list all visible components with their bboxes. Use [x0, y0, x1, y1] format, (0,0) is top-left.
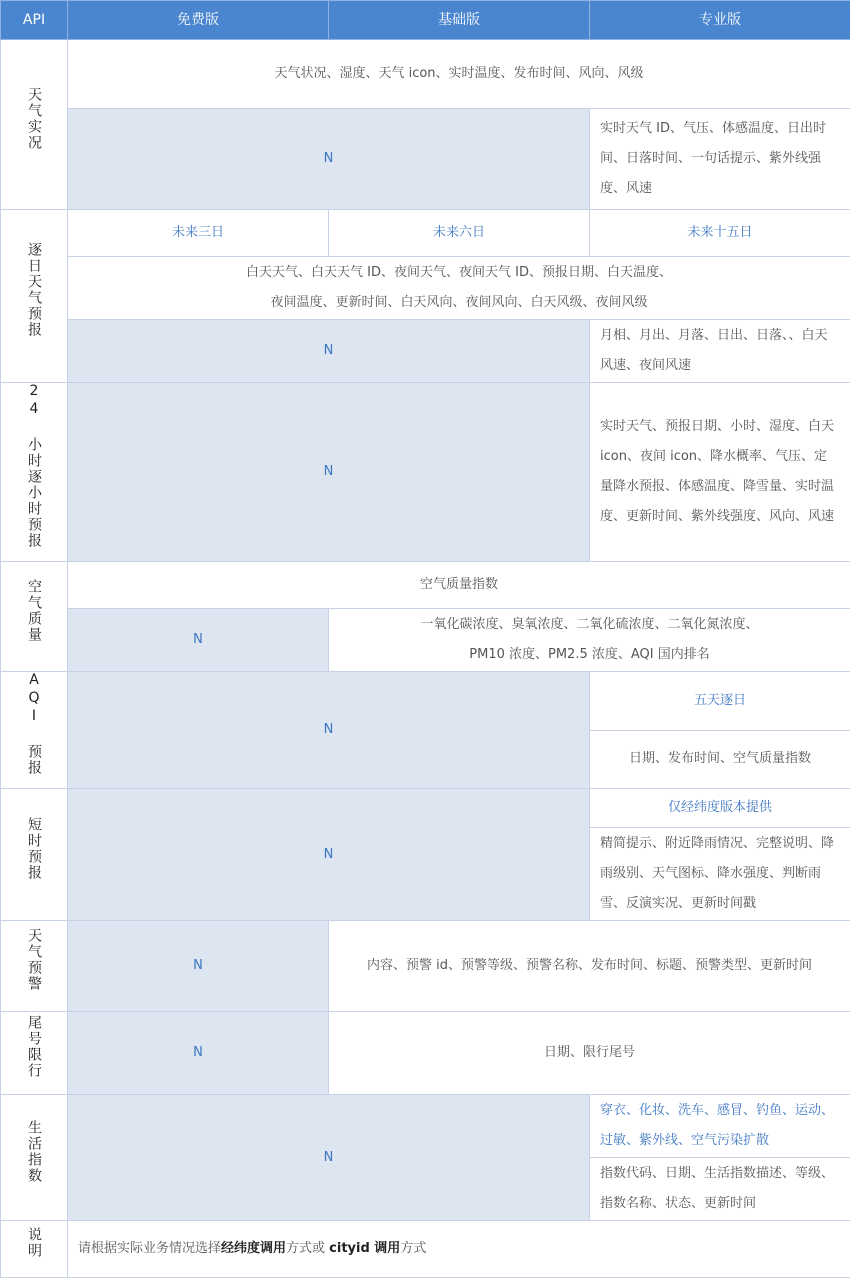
- note-bold-1: 经纬度调用: [221, 1241, 286, 1256]
- table-row: [1, 109, 850, 210]
- note-text-1: 请根据实际业务情况选择: [78, 1241, 221, 1256]
- category-cell: [1, 210, 68, 383]
- n-cell: N: [68, 109, 590, 210]
- header-pro: 专业版: [590, 1, 850, 40]
- category-cell: [1, 1221, 68, 1278]
- nowcast-pro: 精简提示、附近降雨情况、完整说明、降雨级别、天气图标、降水强度、判断雨雪、反演实况、更新时间戳: [590, 828, 850, 921]
- n-cell: N: [68, 1095, 590, 1221]
- table-row: [1, 1095, 850, 1158]
- life-pro: 指数代码、日期、生活指数描述、等级、指数名称、状态、更新时间: [590, 1158, 850, 1221]
- category-cell: [1, 789, 68, 921]
- n-cell: N: [68, 320, 590, 383]
- header-free: 免费版: [68, 1, 329, 40]
- category-cell: [1, 921, 68, 1012]
- daily-common: [68, 257, 850, 320]
- daily-basic: 未来六日: [329, 210, 590, 257]
- n-cell: N: [68, 383, 590, 562]
- daily-pro-days: 未来十五日: [590, 210, 850, 257]
- n-cell: N: [68, 789, 590, 921]
- air-extra-line1: 一氧化碳浓度、臭氧浓度、二氧化硫浓度、二氧化氮浓度、: [329, 610, 850, 640]
- table-row: [1, 1221, 850, 1278]
- category-cell: [1, 1095, 68, 1221]
- category-hourly: 24 小时逐小时预报: [24, 383, 44, 549]
- aqi-pro-title: 五天逐日: [590, 672, 850, 731]
- category-cell: [1, 1012, 68, 1095]
- life-pro-blue: 穿衣、化妆、洗车、感冒、钓鱼、运动、过敏、紫外线、空气污染扩散: [590, 1095, 850, 1158]
- weather-now-pro: 实时天气 ID、气压、体感温度、日出时间、日落时间、一句话提示、紫外线强度、风速: [590, 109, 850, 210]
- category-aqi: AQI 预报: [24, 672, 44, 776]
- note-text-2: 方式或: [286, 1241, 329, 1256]
- n-cell: N: [68, 1012, 329, 1095]
- table-row: [1, 789, 850, 828]
- category-cell: [1, 562, 68, 672]
- restriction-content: 日期、限行尾号: [329, 1012, 850, 1095]
- category-restriction: 尾号限行: [24, 1015, 44, 1079]
- n-cell: N: [68, 609, 329, 672]
- nowcast-pro-title: 仅经纬度版本提供: [590, 789, 850, 828]
- hourly-pro: 实时天气、预报日期、小时、湿度、白天 icon、夜间 icon、降水概率、气压、定量降水预报、体感温度、降雪量、实时温度、更新时间、紫外线强度、风向、风速: [590, 383, 850, 562]
- header-api: API: [1, 1, 68, 40]
- table-row: [1, 210, 850, 257]
- table-row: [1, 672, 850, 731]
- table-row: [1, 609, 850, 672]
- category-cell: [1, 40, 68, 210]
- table-row: [1, 1012, 850, 1095]
- aqi-pro: 日期、发布时间、空气质量指数: [590, 730, 850, 789]
- category-air: 空气质量: [24, 579, 44, 643]
- note-content: [68, 1221, 850, 1278]
- table-row: [1, 257, 850, 320]
- table-row: [1, 320, 850, 383]
- n-cell: N: [68, 672, 590, 789]
- category-nowcast: 短时预报: [24, 817, 44, 881]
- category-cell: [1, 672, 68, 789]
- category-life: 生活指数: [24, 1120, 44, 1184]
- category-note: 说明: [24, 1227, 44, 1259]
- daily-common-line1: 白天天气、白天天气 ID、夜间天气、夜间天气 ID、预报日期、白天温度、: [68, 258, 850, 288]
- table-header-row: [1, 1, 850, 40]
- category-cell: [1, 383, 68, 562]
- header-basic: 基础版: [329, 1, 590, 40]
- note-text-3: 方式: [400, 1241, 426, 1256]
- weather-now-common: 天气状况、湿度、天气 icon、实时温度、发布时间、风向、风级: [68, 40, 850, 109]
- daily-pro: 月相、月出、月落、日出、日落、、白天风速、夜间风速: [590, 320, 850, 383]
- table-row: [1, 40, 850, 109]
- alert-content: 内容、预警 id、预警等级、预警名称、发布时间、标题、预警类型、更新时间: [329, 921, 850, 1012]
- air-extra-line2: PM10 浓度、PM2.5 浓度、AQI 国内排名: [329, 640, 850, 670]
- table-row: [1, 921, 850, 1012]
- note-bold-2: cityid 调用: [329, 1241, 400, 1256]
- daily-common-line2: 夜间温度、更新时间、白天风向、夜间风向、白天风级、夜间风级: [68, 288, 850, 318]
- category-weather-now: 天气实况: [24, 87, 44, 151]
- n-cell: N: [68, 921, 329, 1012]
- air-common: 空气质量指数: [68, 562, 850, 609]
- table-row: [1, 383, 850, 562]
- air-extra: [329, 609, 850, 672]
- category-alert: 天气预警: [24, 928, 44, 992]
- category-daily: 逐日天气预报: [24, 242, 44, 338]
- table-row: [1, 562, 850, 609]
- daily-free: 未来三日: [68, 210, 329, 257]
